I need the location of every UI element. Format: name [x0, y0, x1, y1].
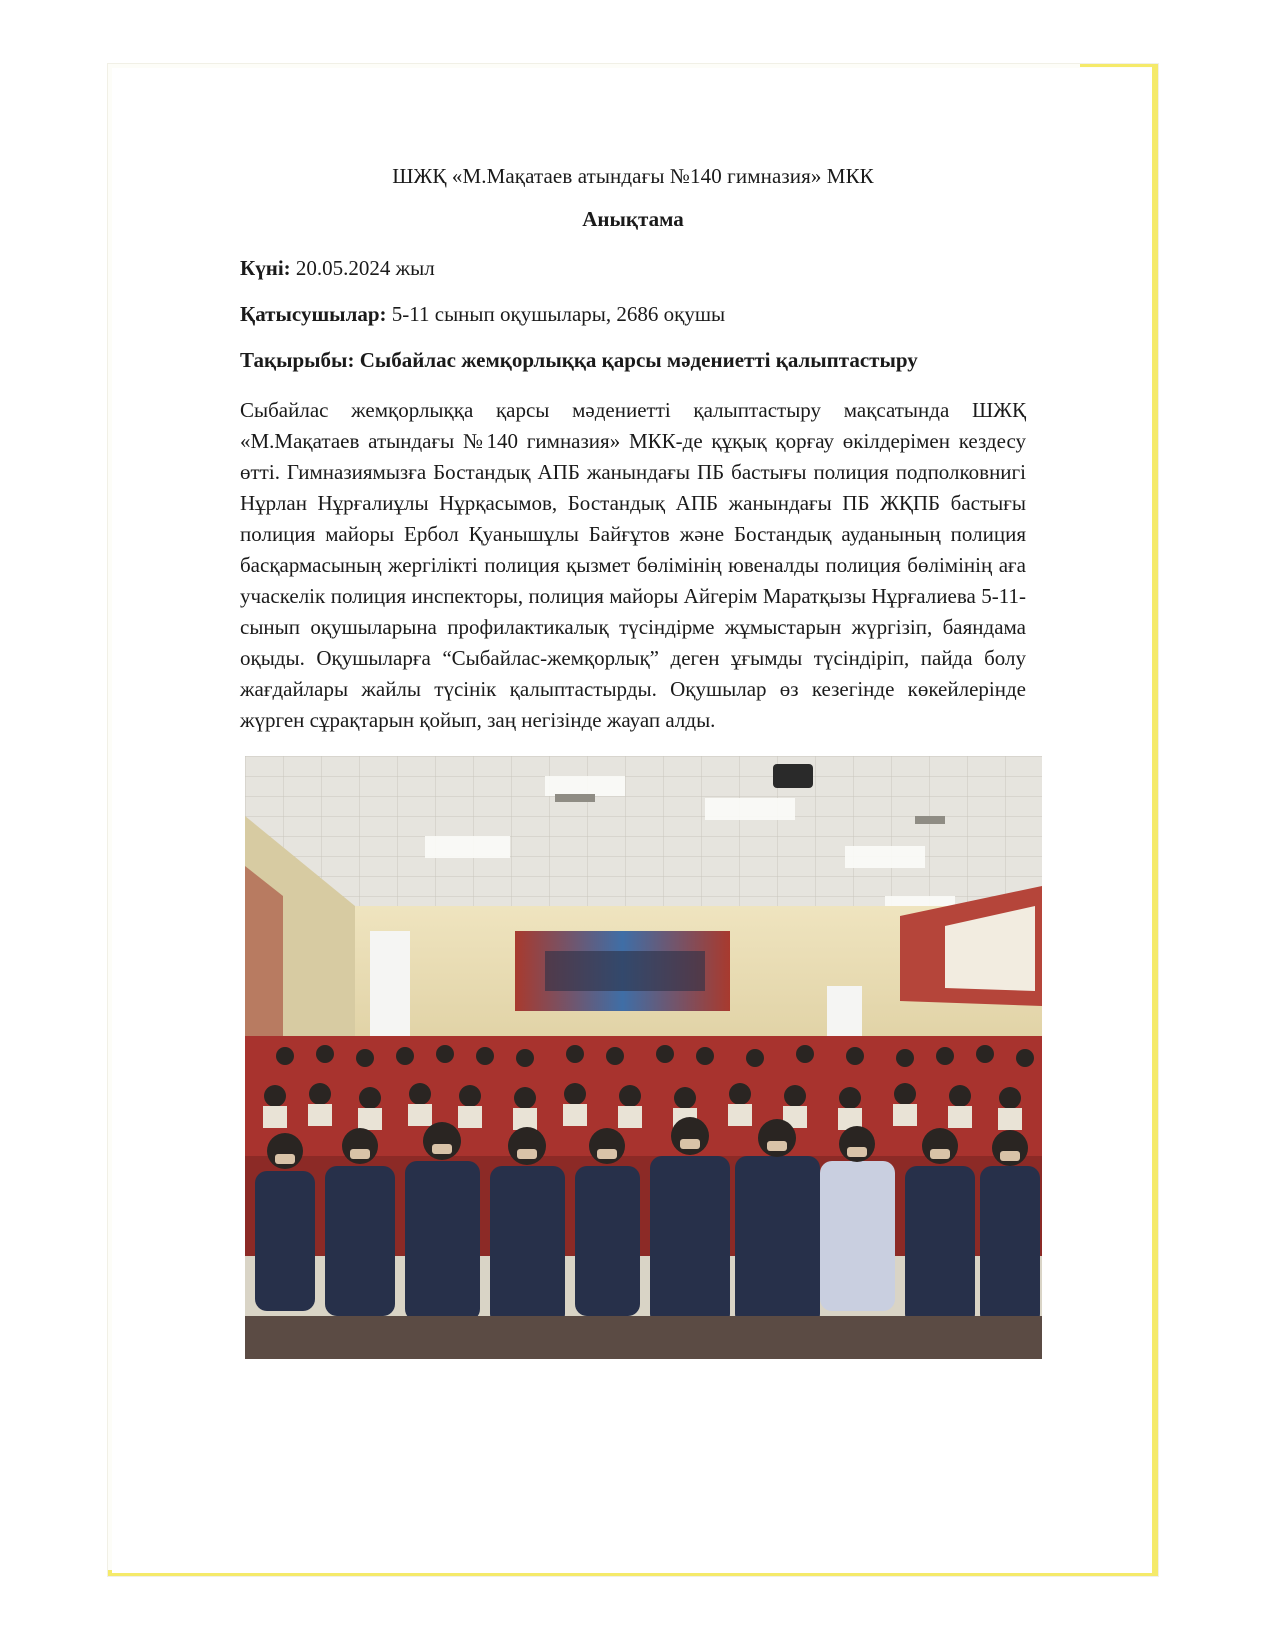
date-line [240, 256, 1026, 281]
organization-header: ШЖҚ «М.Мақатаев атындағы №140 гимназия» МКК [392, 164, 874, 188]
paper-edge-right [1152, 64, 1158, 1576]
date-value: 20.05.2024 жыл [295, 256, 435, 280]
participants-label: Қатысушылар: [240, 302, 387, 326]
participants-value: 5-11 сынып оқушылары, 2686 оқушы [391, 302, 726, 326]
topic-value: Сыбайлас жемқорлыққа қарсы мәдениетті қалыптастыру [359, 348, 918, 372]
document-content [240, 164, 1026, 736]
group-photo [245, 756, 1042, 1359]
date-label: Күні: [240, 256, 291, 280]
body-paragraph: Сыбайлас жемқорлыққа қарсы мәдениетті қалыптастыру мақсатында ШЖҚ «М.Мақатаев атындағы №140 гимназия» МКК-де құқық қорғау өкілдерімен кездесу өтті. Гимназиямызға Бостандық АПБ жанындағы ПБ бастығы полиция подполковнигі Нұрлан Нұрғалиұлы Нұрқасымов, Бостандық АПБ жанындағы ПБ ЖҚПБ бастығы полиция майоры Ербол Қуанышұлы Байғұтов және Бостандық ауданының полиция басқармасының жергілікті полиция қызмет бөлімінің ювеналды полиция бөлімінің аға учаскелік полиция инспекторы, полиция майоры Айгерім Маратқызы Нұрғалиева 5-11-сынып оқушыларына профилактикалық түсіндірме жұмыстарын жүргізіп, баяндама оқыды. Оқушыларға “Сыбайлас-жемқорлық” деген ұғымды түсіндіріп, пайда болу жағдайлары жайлы түсінік қалыптастырды. Оқушылар өз кезегінде көкейлерінде жүрген сұрақтарын қойып, заң негізінде жауап алды. [240, 398, 1026, 732]
topic-label: Тақырыбы: [240, 348, 355, 372]
document-title: Анықтама [582, 207, 684, 231]
participants-line [240, 302, 1026, 327]
topic-line [240, 348, 1026, 373]
paper-edge-top [1080, 64, 1158, 67]
